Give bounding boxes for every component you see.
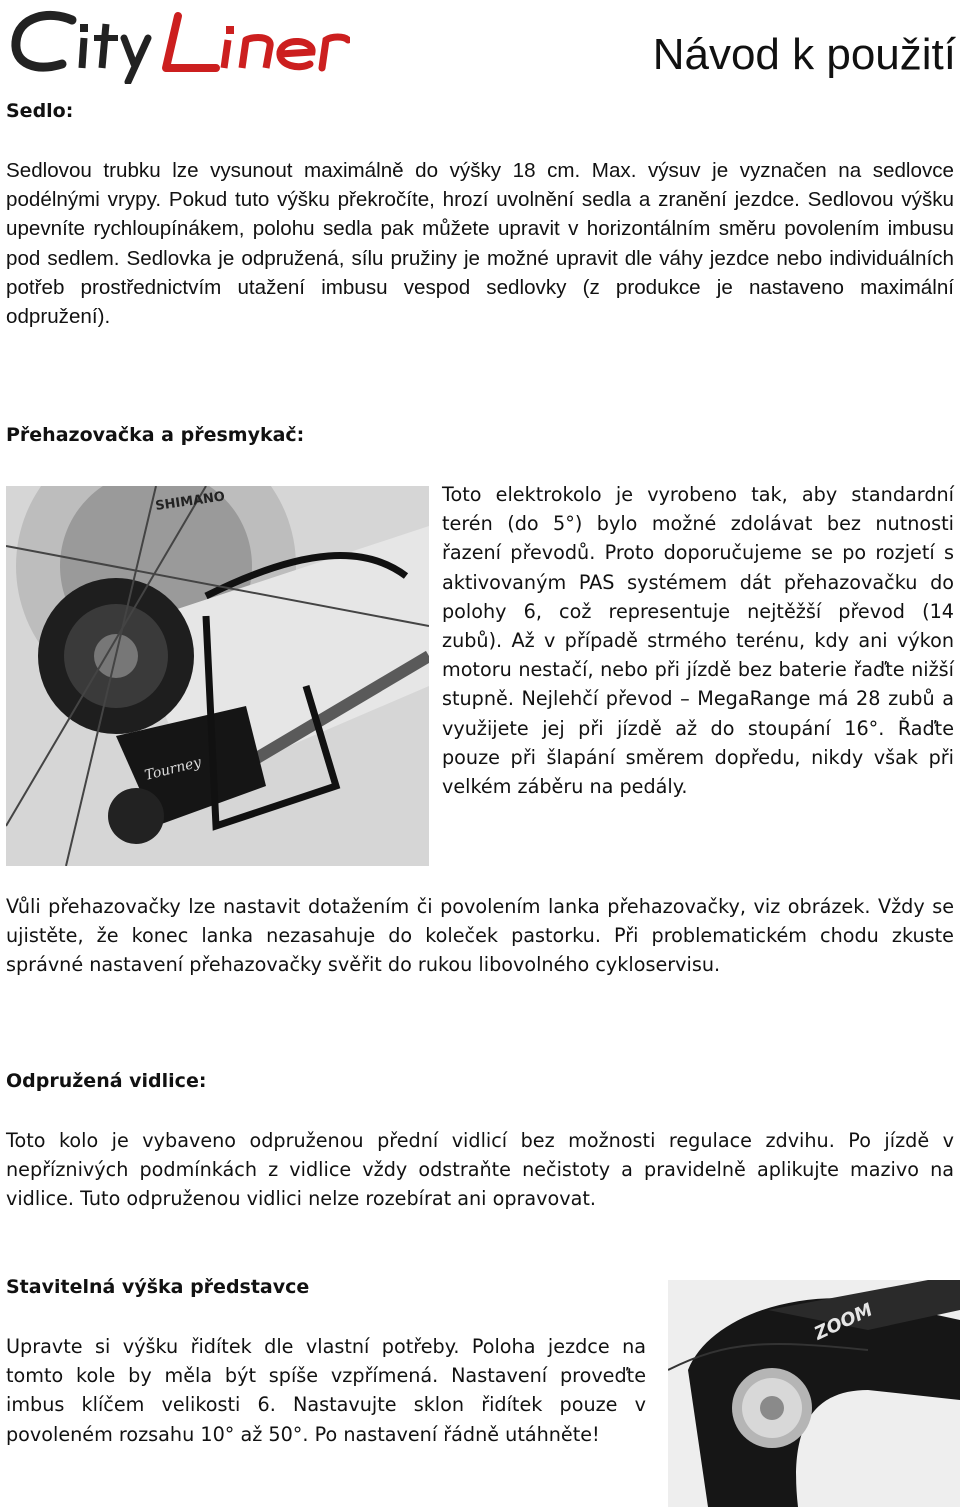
stem-photo xyxy=(668,1280,960,1507)
zoom-label: ZOOM xyxy=(811,1299,876,1345)
document-title: Návod k použití xyxy=(652,30,956,79)
cityliner-logo xyxy=(10,6,350,84)
derailleur-photo xyxy=(6,486,429,866)
stem-heading: Stavitelná výška představce xyxy=(6,1276,310,1298)
saddle-heading: Sedlo: xyxy=(6,100,74,122)
stem-text: Upravte si výšku řidítek dle vlastní potřeby. Poloha jezdce na tomto kole by měla být spíše vzpřímená. Nastavení proveďte imbus klíčem velikosti 6. Nastavujte sklon řidítek pouze v povoleném rozsahu 10° až 50°. Po nastavení řádně utáhněte! xyxy=(6,1335,646,1446)
shimano-label: SHIMANO xyxy=(154,489,226,514)
rear-derailleur-illustration xyxy=(6,486,429,866)
fork-heading: Odpružená vidlice: xyxy=(6,1070,207,1092)
stem-illustration xyxy=(668,1280,960,1507)
saddle-text: Sedlovou trubku lze vysunout maximálně do výšky 18 cm. Max. výsuv je vyznačen na sedlovce podélnými vrypy. Pokud tuto výšku překročíte, hrozí uvolnění sedla a zranění jezdce. Sedlovou výšku upevníte rychloupínákem, polohu sedla pak můžete upravit v horizontálním směru povolením imbusu pod sedlem. Sedlovka je odpružená, sílu pružiny je možné upravit dle váhy jezdce nebo individuálních potřeb prostřednictvím utažení imbusu vespod sedlovky (z produkce je nastaveno maximální odpružení). xyxy=(6,159,954,329)
derailleur-side-text: Toto elektrokolo je vyrobeno tak, aby standardní terén (do 5°) bylo možné zdolávat bez nutnosti řazení převodů. Proto doporučujeme se po rozjetí s aktivovaným PAS systémem dát přehazovačku do polohy 6, což representuje nejtěžší převod (14 zubů). Až v případě strmého terénu, kdy ani výkon motoru nestačí, nebo při jízdě bez baterie řaďte nižší stupně. Nejlehčí převod – MegaRange má 28 zubů a využijete jej při jízdě až do stoupání 16°. Řaďte pouze při šlapání směrem dopředu, nikdy však při velkém záběru na pedály. xyxy=(442,483,954,799)
derailleur-text: Vůli přehazovačky lze nastavit dotažením či povolením lanka přehazovačky, viz obrázek. Vždy se ujistěte, že konec lanka nezasahuje do koleček pastorku. Při problematickém chodu zkuste správné nastavení přehazovačky svěřit do rukou libovolného cykloservisu. xyxy=(6,895,954,977)
fork-text: Toto kolo je vybaveno odpruženou přední vidlicí bez možnosti regulace zdvihu. Po jízdě v nepříznivých podmínkách z vidlice vždy odstraňte nečistoty a pravidelně aplikujte mazivo na vidlice. Tuto odpruženou vidlici nelze rozebírat ani opravovat. xyxy=(6,1129,954,1211)
derailleur-heading: Přehazovačka a přesmykač: xyxy=(6,424,305,446)
tourney-label: Tourney xyxy=(143,754,203,784)
